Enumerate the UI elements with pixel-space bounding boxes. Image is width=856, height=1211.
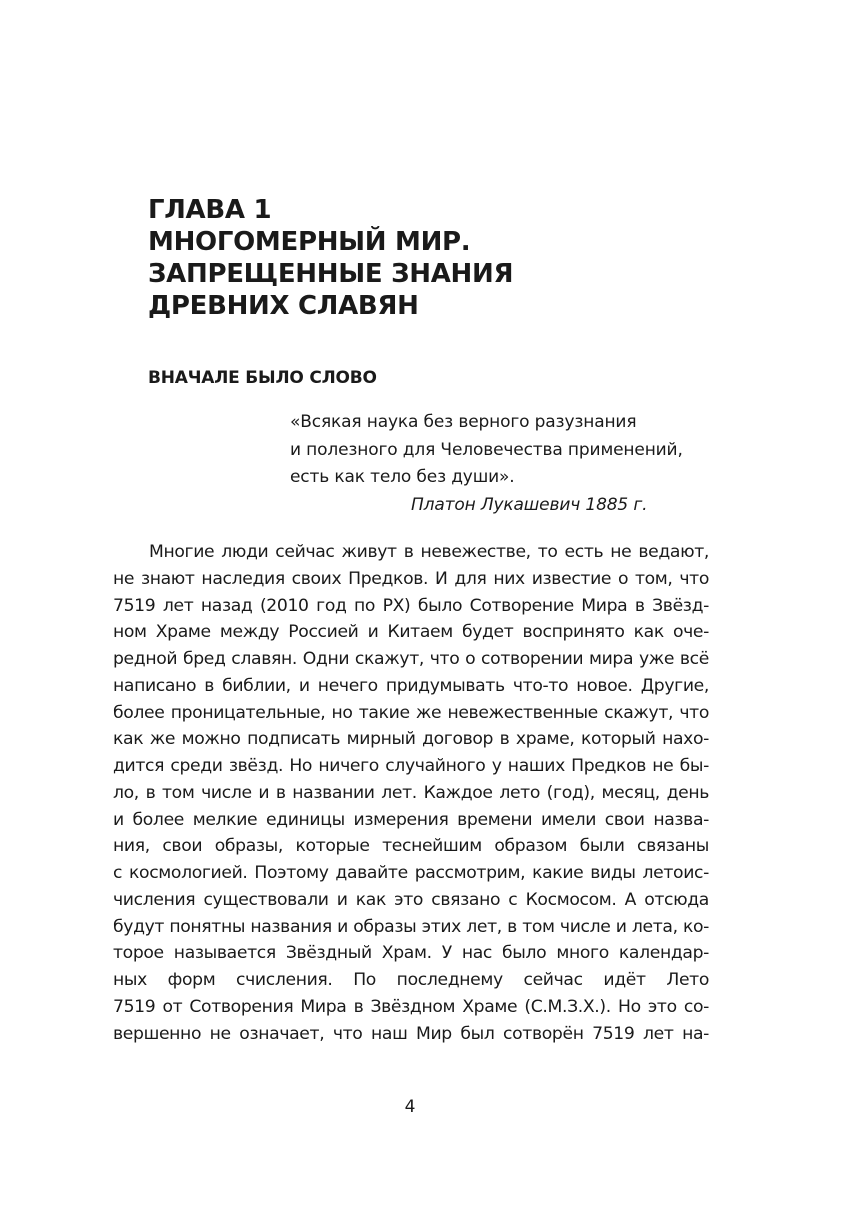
chapter-heading (148, 194, 708, 322)
chapter-title-line: МНОГОМЕРНЫЙ МИР. (148, 227, 471, 257)
paragraph-line: как же можно подписать мирный договор в храме, который нахо- (113, 729, 709, 750)
paragraph-line: с космологией. Поэтому давайте рассмотрим, какие виды летоис- (113, 863, 709, 883)
chapter-title-line: ЗАПРЕЩЕННЫЕ ЗНАНИЯ (148, 259, 514, 289)
epigraph-attribution: Платон Лукашевич 1885 г. (411, 494, 648, 515)
section-heading: ВНАЧАЛЕ БЫЛО СЛОВО (148, 368, 377, 388)
chapter-number: ГЛАВА 1 (148, 195, 272, 225)
paragraph-line: числения существовали и как это связано с Космосом. А отсюда (113, 889, 709, 910)
paragraph-line: не знают наследия своих Предков. И для них известие о том, что (113, 568, 709, 589)
paragraph-line: более проницательные, но такие же невежественные скажут, что (113, 702, 709, 723)
epigraph-line: «Всякая наука без верного разузнания (290, 412, 637, 432)
paragraph-line: редной бред славян. Одни скажут, что о сотворении мира уже всё (113, 649, 709, 669)
epigraph (290, 409, 710, 519)
epigraph-line: и полезного для Человечества применений, (290, 439, 683, 460)
page-number: 4 (404, 1097, 416, 1117)
paragraph-line: ных форм счисления. По последнему сейчас идёт Лето (113, 970, 709, 990)
paragraph-line: Многие люди сейчас живут в невежестве, то есть не ведают, (149, 542, 709, 562)
paragraph-line: ния, свои образы, которые теснейшим образом были связаны (113, 836, 709, 857)
paragraph-line: торое называется Звёздный Храм. У нас было много календар- (113, 943, 709, 964)
paragraph-line: 7519 от Сотворения Мира в Звёздном Храме (С.М.З.Х.). Но это со- (113, 996, 709, 1017)
paragraph-line: ло, в том числе и в названии лет. Каждое лето (год), месяц, день (113, 782, 709, 803)
paragraph-line: написано в библии, и нечего придумывать что-то новое. Другие, (113, 675, 709, 696)
body-paragraph (113, 539, 709, 1047)
paragraph-line: и более мелкие единицы измерения времени имели свои назва- (113, 809, 709, 830)
paragraph-line: 7519 лет назад (2010 год по РХ) было Сотворение Мира в Звёзд- (113, 595, 709, 616)
chapter-title-line: ДРЕВНИХ СЛАВЯН (148, 291, 419, 321)
paragraph-line: будут понятны названия и образы этих лет, в том числе и лета, ко- (113, 916, 709, 937)
paragraph-line: вершенно не означает, что наш Мир был сотворён 7519 лет на- (113, 1023, 709, 1044)
epigraph-line: есть как тело без души». (290, 467, 515, 487)
paragraph-line: дится среди звёзд. Но ничего случайного у наших Предков не бы- (113, 756, 709, 776)
paragraph-line: ном Храме между Россией и Китаем будет воспринято как оче- (113, 622, 709, 643)
